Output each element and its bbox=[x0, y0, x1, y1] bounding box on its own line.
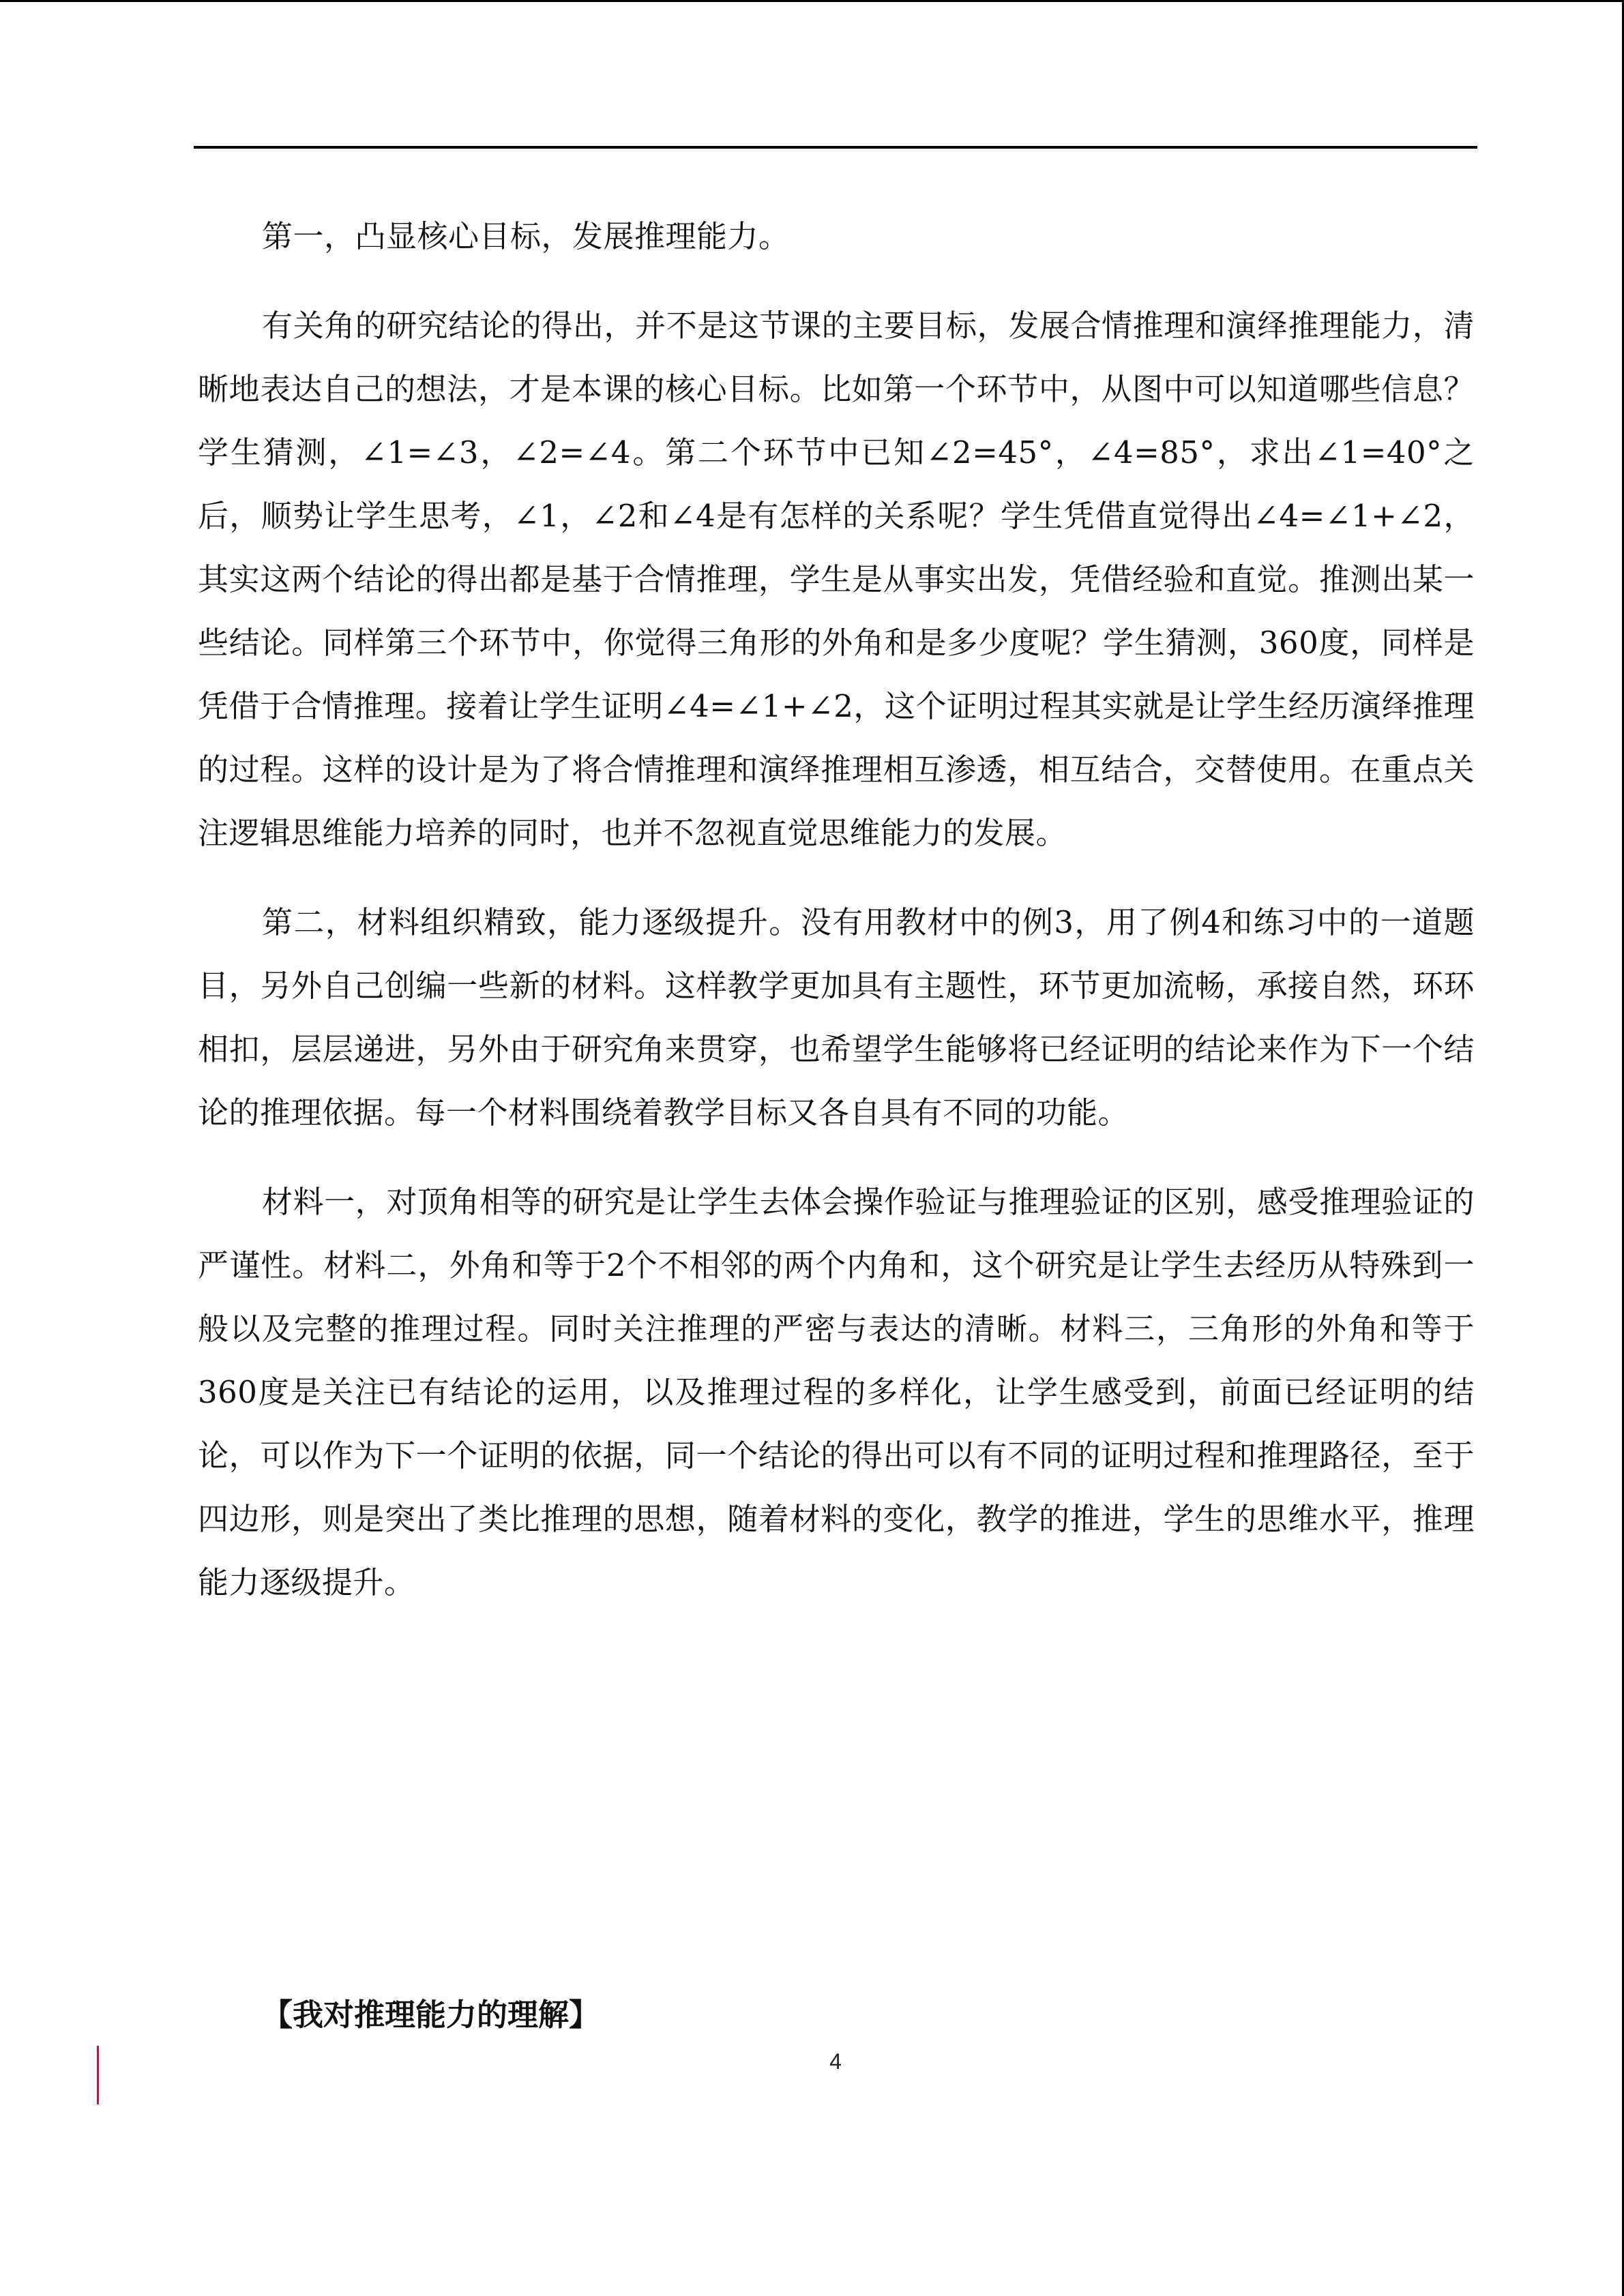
page-border-top bbox=[0, 0, 1624, 2]
section-heading: 【我对推理能力的理解】 bbox=[262, 1997, 600, 2033]
paragraph-3: 第二，材料组织精致，能力逐级提升。没有用教材中的例3，用了例4和练习中的一道题目，另外自己创编一些新的材料。这样教学更加具有主题性，环节更加流畅，承接自然，环环相扣，层层递进，另外由于研究角来贯穿，也希望学生能够将已经证明的结论来作为下一个结论的推理依据。每一个材料围绕着教学目标又各自具有不同的功能。 bbox=[198, 904, 1475, 1131]
paragraph-1: 第一，凸显核心目标，发展推理能力。 bbox=[262, 218, 790, 254]
header-rule bbox=[194, 146, 1477, 149]
paragraph-2: 有关角的研究结论的得出，并不是这节课的主要目标，发展合情推理和演绎推理能力，清晰地表达自己的想法，才是本课的核心目标。比如第一个环节中，从图中可以知道哪些信息？学生猜测，∠1=∠3，∠2=∠4。第二个环节中已知∠2=45°，∠4=85°，求出∠1=40°之后，顺势让学生思考，∠1，∠2和∠4是有怎样的关系呢？学生凭借直觉得出∠4=∠1+∠2，其实这两个结论的得出都是基于合情推理，学生是从事实出发，凭借经验和直觉。推测出某一些结论。同样第三个环节中，你觉得三角形的外角和是多少度呢？学生猜测，360度，同样是凭借于合情推理。接着让学生证明∠4=∠1+∠2，这个证明过程其实就是让学生经历演绎推理的过程。这样的设计是为了将合情推理和演绎推理相互渗透，相互结合，交替使用。在重点关注逻辑思维能力培养的同时，也并不忽视直觉思维能力的发展。 bbox=[198, 308, 1475, 851]
page-number: 4 bbox=[829, 2049, 842, 2074]
paragraph-4: 材料一，对顶角相等的研究是让学生去体会操作验证与推理验证的区别，感受推理验证的严谨性。材料二，外角和等于2个不相邻的两个内角和，这个研究是让学生去经历从特殊到一般以及完整的推理过程。同时关注推理的严密与表达的清晰。材料三，三角形的外角和等于360度是关注已有结论的运用，以及推理过程的多样化，让学生感受到，前面已经证明的结论，可以作为下一个证明的依据，同一个结论的得出可以有不同的证明过程和推理路径，至于四边形，则是突出了类比推理的思想，随着材料的变化，教学的推进，学生的思维水平，推理能力逐级提升。 bbox=[198, 1184, 1475, 1600]
document-body bbox=[198, 205, 1475, 1614]
